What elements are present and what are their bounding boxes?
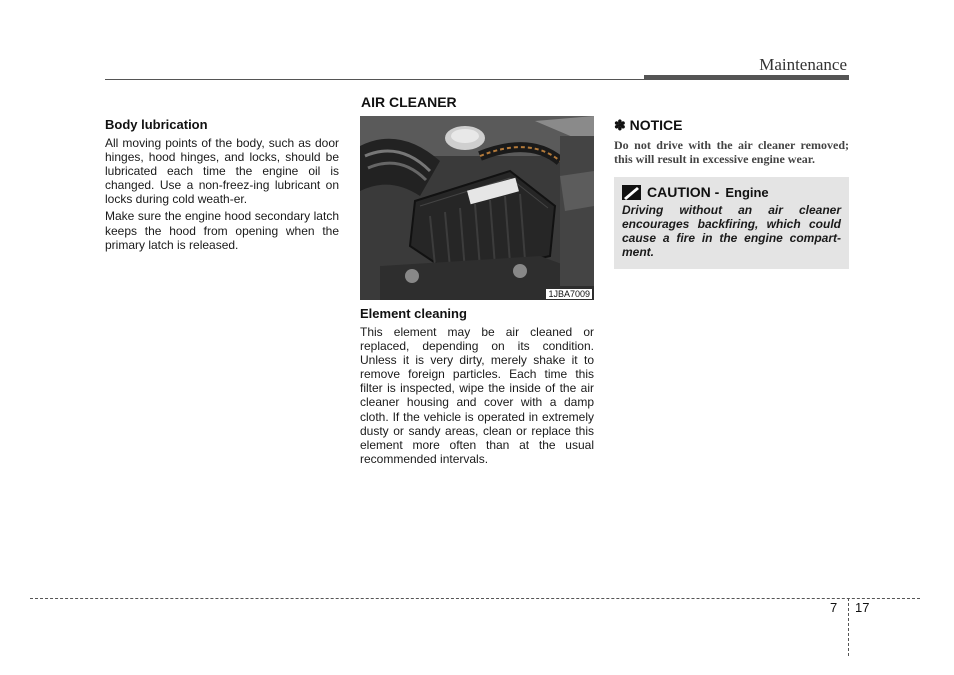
engine-bay-illustration xyxy=(360,116,594,300)
element-cleaning-paragraph: This element may be air cleaned or replaced, depending on its condition. Unless it is very dirty, merely shake it to remove foreign particles. Each time this filter is inspected, wipe the inside of the air cleaner housing and cover with a damp cloth. If the vehicle is operated in extremely dusty or sandy areas, clean or replace this element more often than at the usual recommended intervals. xyxy=(360,325,594,466)
notice-title: ✽ NOTICE xyxy=(614,117,683,133)
caution-header xyxy=(622,184,841,200)
element-cleaning-heading: Element cleaning xyxy=(360,306,467,321)
left-column xyxy=(105,117,339,255)
caution-icon xyxy=(622,185,641,200)
air-cleaner-section-title: AIR CLEANER xyxy=(361,94,457,110)
footer-rule xyxy=(30,598,920,599)
body-lubrication-heading: Body lubrication xyxy=(105,117,208,132)
chapter-number: 7 xyxy=(830,600,838,615)
figure-code: 1JBA7009 xyxy=(548,289,590,299)
notice-text: Do not drive with the air cleaner removed; this will result in excessive engine wear. xyxy=(614,138,849,167)
footer-divider xyxy=(848,598,849,656)
caution-box xyxy=(614,177,849,268)
page-number: 17 xyxy=(855,600,870,615)
caution-text: Driving without an air cleaner encourages backfiring, which could cause a fire in the engine compart-ment. xyxy=(622,203,841,260)
caution-title: CAUTION - xyxy=(647,184,720,201)
air-cleaner-photo xyxy=(360,116,594,300)
body-lubrication-paragraph-2: Make sure the engine hood secondary latch keeps the hood from opening when the primary latch is released. xyxy=(105,209,339,252)
header-rule xyxy=(105,79,645,80)
caution-subtitle: Engine xyxy=(725,184,769,200)
header-rule-accent xyxy=(644,75,849,80)
running-header: Maintenance xyxy=(759,55,847,74)
right-column xyxy=(614,117,849,269)
body-lubrication-paragraph-1: All moving points of the body, such as door hinges, hood hinges, and locks, should be lubricated each time the engine oil is changed. Use a non-freez-ing lubricant on locks during cold weath-er. xyxy=(105,136,339,207)
middle-column xyxy=(360,94,594,469)
